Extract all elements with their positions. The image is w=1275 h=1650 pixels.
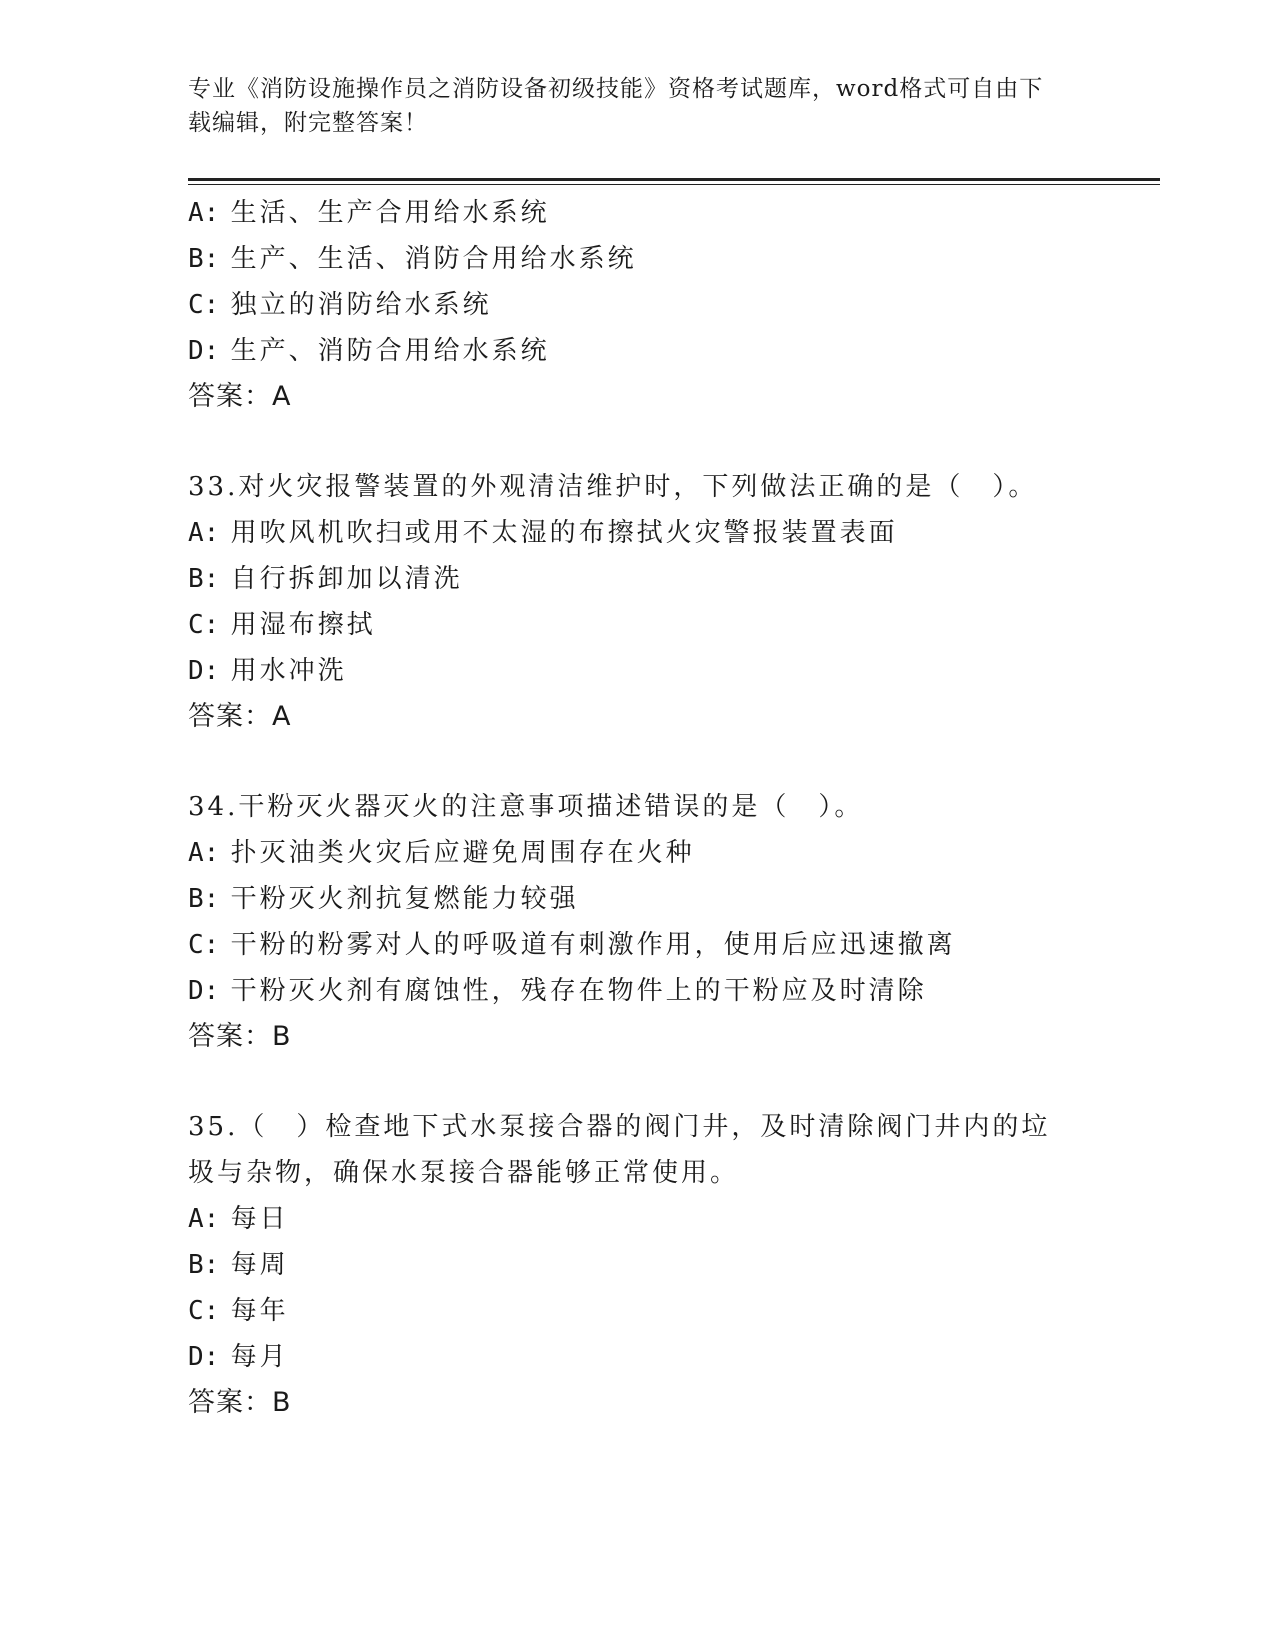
option-b: B: 生产、生活、消防合用给水系统 — [188, 244, 637, 274]
question-content — [188, 190, 1088, 1426]
option-c: C: 每年 — [188, 1296, 289, 1326]
question-34 — [188, 784, 1088, 1060]
option-text: 每周 — [230, 1250, 289, 1280]
question-35 — [188, 1104, 1088, 1426]
answer-line: 答案：A — [188, 701, 292, 732]
question-33 — [188, 464, 1088, 740]
option-text: 每日 — [230, 1204, 289, 1234]
option-text: 干粉灭火剂抗复燃能力较强 — [230, 884, 579, 914]
option-a: A: 每日 — [188, 1204, 289, 1234]
option-d: D: 每月 — [188, 1342, 289, 1372]
option-text: 自行拆卸加以清洗 — [230, 564, 463, 594]
option-b: B: 自行拆卸加以清洗 — [188, 564, 463, 594]
option-text: 用水冲洗 — [230, 656, 347, 686]
option-text: 每月 — [230, 1342, 289, 1372]
option-text: 用吹风机吹扫或用不太湿的布擦拭火灾警报装置表面 — [230, 518, 898, 548]
option-c: C: 用湿布擦拭 — [188, 610, 376, 640]
header-line-2: 载编辑，附完整答案！ — [188, 110, 428, 136]
option-text: 用湿布擦拭 — [230, 610, 376, 640]
option-a: A: 生活、生产合用给水系统 — [188, 198, 550, 228]
header-line-1: 专业《消防设施操作员之消防设备初级技能》资格考试题库，word格式可自由下 — [188, 76, 1044, 102]
document-header — [188, 72, 1068, 140]
question-text: 35.（ ）检查地下式水泵接合器的阀门井，及时清除阀门井内的垃圾与杂物，确保水泵接合器能够正常使用。 — [188, 1112, 1051, 1188]
option-text: 生活、生产合用给水系统 — [230, 198, 550, 228]
question-text: 34.干粉灭火器灭火的注意事项描述错误的是（ ）。 — [188, 792, 864, 822]
option-a: A: 用吹风机吹扫或用不太湿的布擦拭火灾警报装置表面 — [188, 518, 898, 548]
header-divider-thin — [188, 184, 1160, 185]
option-d: D: 生产、消防合用给水系统 — [188, 336, 550, 366]
option-c: C: 独立的消防给水系统 — [188, 290, 492, 320]
answer-line: 答案：A — [188, 381, 292, 412]
option-text: 生产、消防合用给水系统 — [230, 336, 550, 366]
option-text: 独立的消防给水系统 — [230, 290, 492, 320]
option-text: 干粉灭火剂有腐蚀性，残存在物件上的干粉应及时清除 — [230, 976, 927, 1006]
prev-question-options — [188, 190, 1088, 420]
option-text: 扑灭油类火灾后应避免周围存在火种 — [230, 838, 695, 868]
option-d: D: 用水冲洗 — [188, 656, 347, 686]
question-text: 33.对火灾报警装置的外观清洁维护时，下列做法正确的是（ ）。 — [188, 472, 1038, 502]
option-b: B: 干粉灭火剂抗复燃能力较强 — [188, 884, 579, 914]
option-d: D: 干粉灭火剂有腐蚀性，残存在物件上的干粉应及时清除 — [188, 976, 927, 1006]
answer-line: 答案：B — [188, 1387, 292, 1418]
option-text: 每年 — [230, 1296, 289, 1326]
option-text: 生产、生活、消防合用给水系统 — [230, 244, 637, 274]
option-b: B: 每周 — [188, 1250, 289, 1280]
option-a: A: 扑灭油类火灾后应避免周围存在火种 — [188, 838, 695, 868]
option-text: 干粉的粉雾对人的呼吸道有刺激作用，使用后应迅速撤离 — [230, 930, 956, 960]
header-divider-thick — [188, 178, 1160, 181]
answer-line: 答案：B — [188, 1021, 292, 1052]
option-c: C: 干粉的粉雾对人的呼吸道有刺激作用，使用后应迅速撤离 — [188, 930, 956, 960]
